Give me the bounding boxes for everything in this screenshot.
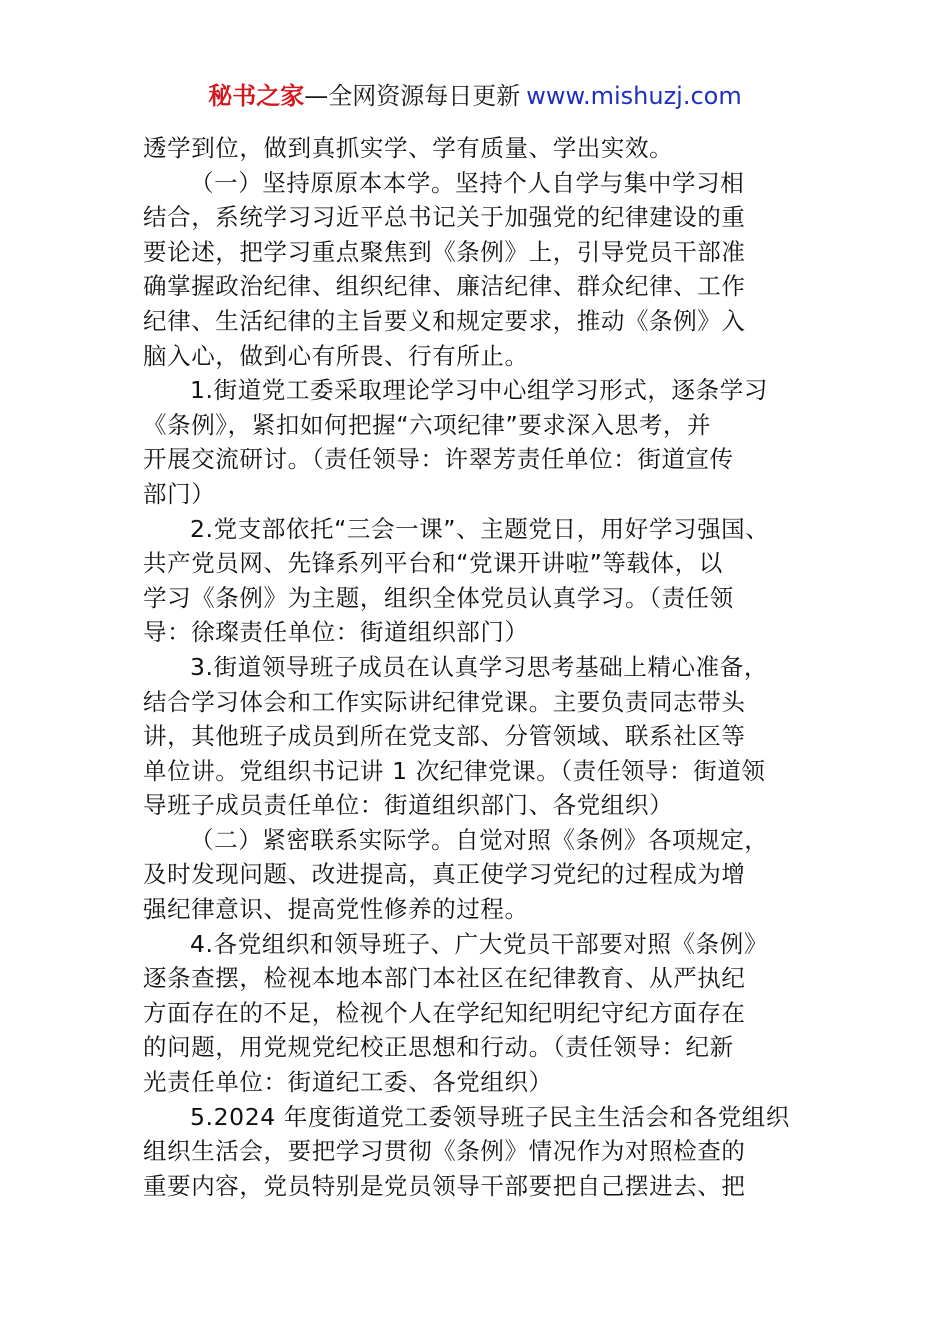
text-line: 方面存在的不足，检视个人在学纪知纪明纪守纪方面存在 — [143, 998, 746, 1027]
text-line: 要论述，把学习重点聚焦到《条例》上，引导党员干部准 — [143, 237, 746, 266]
site-url-link[interactable]: www.mishuzj.com — [526, 82, 742, 110]
item-3: 3.街道领导班子成员在认真学习思考基础上精心准备， — [190, 652, 768, 681]
text-line: 的问题，用党规党纪校正思想和行动。（责任领导：纪新 — [143, 1033, 734, 1062]
section-heading-2: （二）紧密联系实际学。自觉对照《条例》各项规定， — [190, 825, 769, 854]
item-4: 4.各党组织和领导班子、广大党员干部要对照《条例》 — [190, 929, 768, 958]
text-line: 光责任单位：街道纪工委、各党组织） — [143, 1068, 553, 1097]
site-header — [0, 78, 950, 114]
document-body — [143, 131, 815, 1203]
text-line: 组织生活会，要把学习贯彻《条例》情况作为对照检查的 — [143, 1137, 746, 1166]
section-heading-1: （一）坚持原原本本学。坚持个人自学与集中学习相 — [190, 168, 745, 197]
text-line: 透学到位，做到真抓实学、学有质量、学出实效。 — [143, 134, 674, 162]
text-line: 单位讲。党组织书记讲 1 次纪律党课。（责任领导：街道领 — [143, 756, 766, 785]
text-line: 讲，其他班子成员到所在党支部、分管领域、联系社区等 — [143, 722, 746, 751]
item-2: 2.党支部依托“三会一课”、主题党日，用好学习强国、 — [190, 514, 770, 543]
text-line: 部门） — [143, 479, 216, 508]
text-line: 导：徐璨责任单位：街道组织部门） — [143, 618, 529, 647]
text-line: 强纪律意识、提高党性修养的过程。 — [143, 895, 529, 924]
brand-name: 秘书之家 — [208, 82, 305, 110]
text-line: 脑入心，做到心有所畏、行有所止。 — [143, 341, 529, 370]
text-line: 《条例》，紧扣如何把握“六项纪律”要求深入思考，并 — [143, 410, 712, 439]
item-5: 5.2024 年度街道党工委领导班子民主生活会和各党组织 — [190, 1102, 790, 1131]
header-tagline: —全网资源每日更新 — [304, 82, 521, 110]
text-line: 共产党员网、先锋系列平台和“党课开讲啦”等载体，以 — [143, 549, 723, 578]
text-line: 及时发现问题、改进提高，真正使学习党纪的过程成为增 — [143, 860, 746, 889]
item-1: 1.街道党工委采取理论学习中心组学习形式，逐条学习 — [190, 376, 768, 405]
text-line: 导班子成员责任单位：街道组织部门、各党组织） — [143, 791, 674, 820]
text-line: 结合，系统学习习近平总书记关于加强党的纪律建设的重 — [143, 203, 746, 232]
text-line: 确掌握政治纪律、组织纪律、廉洁纪律、群众纪律、工作 — [143, 272, 746, 301]
text-line: 学习《条例》为主题，组织全体党员认真学习。（责任领 — [143, 583, 734, 612]
text-line: 重要内容，党员特别是党员领导干部要把自己摆进去、把 — [143, 1171, 746, 1200]
text-line: 结合学习体会和工作实际讲纪律党课。主要负责同志带头 — [143, 687, 746, 716]
text-line: 纪律、生活纪律的主旨要义和规定要求，推动《条例》入 — [143, 306, 746, 335]
text-line: 开展交流研讨。（责任领导：许翠芳责任单位：街道宣传 — [143, 445, 734, 474]
text-line: 逐条查摆，检视本地本部门本社区在纪律教育、从严执纪 — [143, 964, 746, 993]
